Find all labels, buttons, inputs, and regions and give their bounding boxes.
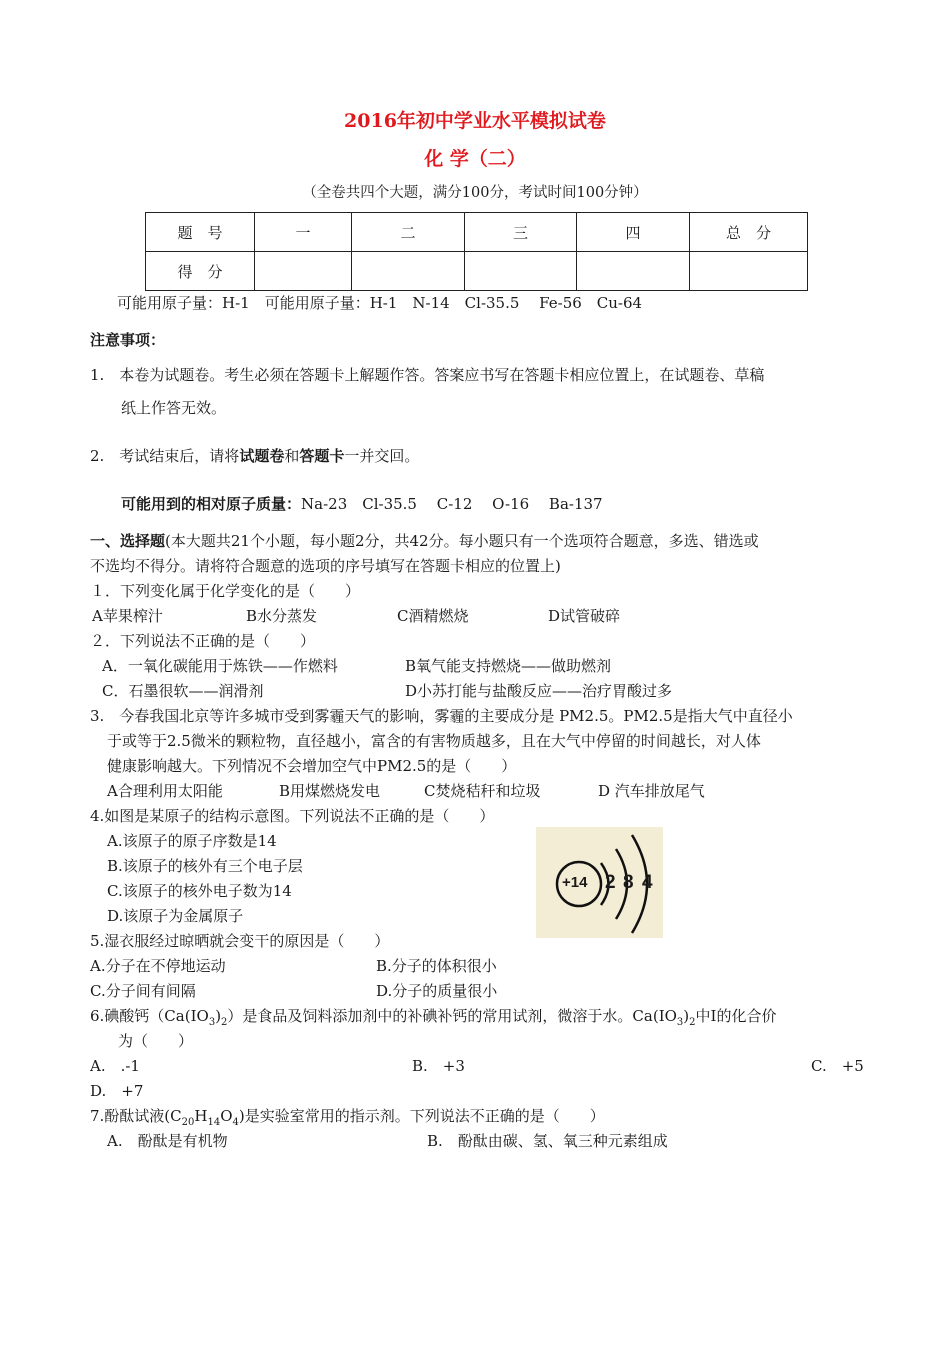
question-1: １．下列变化属于化学变化的是（ ） [90,582,361,600]
notes-heading: 注意事项： [90,331,166,349]
q-text: )是实验室常用的指示剂。下列说法不正确的是（ ） [238,1107,605,1125]
section-intro: (本大题共21个小题，每小题2分，共42分。每小题只有一个选项符合题意，多选、错选或 [165,532,759,550]
subscript: 4 [232,1117,239,1128]
option: B水分蒸发 [246,607,318,625]
option: C焚烧秸秆和垃圾 [424,782,541,800]
note-text: 一并交回。 [344,447,420,465]
score-cell [465,252,577,291]
option: A.分子在不停地运动 [90,957,226,975]
option: C酒精燃烧 [397,607,469,625]
option: D. +7 [90,1082,144,1100]
section-heading [90,530,759,551]
atomic-mass-line: 可能用原子量：H-1 可能用原子量：H-1 N-14 Cl-35.5 Fe-56 Cu-64 [117,294,643,312]
note-item-1-cont: 纸上作答无效。 [121,399,227,417]
score-cell [255,252,352,291]
question-6 [90,1005,776,1028]
note-bold: 答题卡 [299,447,345,465]
question-3: 3. 今春我国北京等许多城市受到雾霾天气的影响，雾霾的主要成分是 PM2.5。PM2.5是指大气中直径小 [90,707,793,725]
q-text: 7.酚酞试液(C [90,1107,182,1125]
table-row [146,252,808,291]
option: C．石墨很软——润滑剂 [102,682,264,700]
atomic-mass-section [121,493,603,514]
shell-electron-count: 2 [605,872,616,893]
score-cell [352,252,465,291]
subscript: 14 [207,1117,221,1128]
nucleus-label: +14 [562,874,588,891]
page-subtitle: 化 学（二） [424,148,526,170]
score-cell [690,252,808,291]
subscript: 3 [676,1017,684,1028]
option: B. +3 [412,1057,465,1075]
option: D.分子的质量很小 [376,982,498,1000]
question-4: 4.如图是某原子的结构示意图。下列说法不正确的是（ ） [90,807,495,825]
shell-electron-count: 8 [623,872,634,893]
note-text: 2. 考试结束后，请将 [90,447,240,465]
table-row [146,213,808,252]
option: A. .-1 [90,1057,140,1075]
option: A.该原子的原子序数是14 [107,832,277,850]
option: B. 酚酞由碳、氢、氧三种元素组成 [427,1132,668,1150]
question-5: 5.湿衣服经过晾晒就会变干的原因是（ ） [90,932,390,950]
question-3-cont: 健康影响越大。下列情况不会增加空气中PM2.5的是（ ） [107,757,517,775]
option: C.该原子的核外电子数为14 [107,882,292,900]
section-intro-cont: 不选均不得分。请将符合题意的选项的序号填写在答题卡相应的位置上) [90,557,561,575]
score-cell [577,252,690,291]
q-text: 6.碘酸钙（Ca(IO [90,1007,209,1025]
section-title: 一、选择题 [90,532,166,550]
score-table [145,212,808,291]
option: D 汽车排放尾气 [598,782,705,800]
table-cell: 得 分 [146,252,255,291]
question-6-cont: 为（ ） [118,1032,194,1050]
q-text: ）是食品及饲料添加剂中的补碘补钙的常用试剂，微溶于水。Ca(IO [227,1007,677,1025]
atom-diagram [536,827,663,938]
q-text: 中I的化合价 [695,1007,777,1025]
note-text: 和 [284,447,300,465]
option: A合理利用太阳能 [107,782,223,800]
option: B用煤燃烧发电 [279,782,381,800]
table-cell: 二 [352,213,465,252]
subscript: 2 [221,1017,228,1028]
page-title: 2016年初中学业水平模拟试卷 [344,110,606,132]
table-cell: 四 [577,213,690,252]
option: A. 酚酞是有机物 [107,1132,228,1150]
option: D.该原子为金属原子 [107,907,244,925]
option: B.分子的体积很小 [376,957,497,975]
atomic-mass-values: Na-23 Cl-35.5 C-12 O-16 Ba-137 [301,495,603,513]
option: C. +5 [811,1057,864,1075]
option: D小苏打能与盐酸反应——治疗胃酸过多 [405,682,673,700]
note-bold: 试题卷 [239,447,285,465]
option: A．一氧化碳能用于炼铁——作燃料 [102,657,338,675]
question-7 [90,1105,605,1128]
exam-info: （全卷共四个大题，满分100分，考试时间100分钟） [302,185,648,201]
shell-electron-count: 4 [642,872,653,893]
option: A苹果榨汁 [92,607,163,625]
option: B氧气能支持燃烧——做助燃剂 [405,657,612,675]
table-cell: 三 [465,213,577,252]
note-item-2 [90,445,419,466]
atomic-mass-label: 可能用到的相对原子质量： [121,495,302,513]
subscript: 20 [181,1117,195,1128]
table-cell: 总 分 [690,213,808,252]
option: B.该原子的核外有三个电子层 [107,857,303,875]
q-text: H [194,1107,208,1125]
option: C.分子间有间隔 [90,982,196,1000]
note-item-1: 1. 本卷为试题卷。考生必须在答题卡上解题作答。答案应书写在答题卡相应位置上，在试题卷、草稿 [90,366,765,384]
question-2: ２．下列说法不正确的是（ ） [90,632,316,650]
subscript: 2 [689,1017,696,1028]
q-text: O [220,1107,233,1125]
subscript: 3 [208,1017,216,1028]
question-3-cont: 于或等于2.5微米的颗粒物，直径越小，富含的有害物质越多，且在大气中停留的时间越长，对人体 [107,732,761,750]
table-cell: 题 号 [146,213,255,252]
q-text: ) [215,1007,222,1025]
q-text: ) [683,1007,690,1025]
table-cell: 一 [255,213,352,252]
option: D试管破碎 [548,607,621,625]
